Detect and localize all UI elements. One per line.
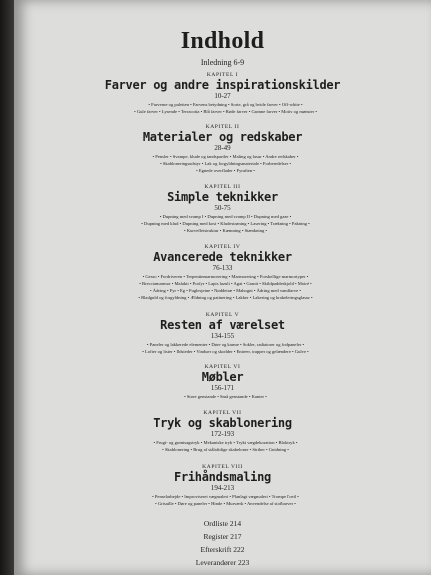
chapter-title: Simple teknikker xyxy=(167,190,278,204)
topic-line: • Grisaille • Døre og paneler • Hinde • Murværk • Anvendelse af stofbarver • xyxy=(155,501,296,506)
chapter-label: KAPITEL VI xyxy=(204,364,241,370)
back-entry-register: Register 217 xyxy=(203,532,242,541)
chapter-4 xyxy=(14,244,431,301)
page-title: Indhold xyxy=(180,28,265,54)
book-spine-shadow xyxy=(0,0,14,575)
chapter-pages: 172-193 xyxy=(210,430,235,438)
chapter-1 xyxy=(14,72,431,115)
chapter-topics xyxy=(14,393,431,400)
chapter-title: Farver og andre inspirationskilder xyxy=(104,78,341,92)
chapter-topics xyxy=(14,153,431,174)
chapter-label: KAPITEL V xyxy=(205,312,240,318)
chapter-pages: 50-75 xyxy=(214,204,231,212)
chapter-title: Resten af værelset xyxy=(160,318,285,332)
chapter-pages: 28-49 xyxy=(214,144,231,152)
chapter-5 xyxy=(14,312,431,355)
topic-line: • Dupning med svamp I • Dupning med svamp II • Dupning med gaze • xyxy=(159,214,292,219)
chapter-label: KAPITEL III xyxy=(204,184,241,190)
topic-line: • Frugt- og grøntsagstryk • Mekaniske tryk • Trykt vægdekoration • Bloktryk • xyxy=(153,440,298,445)
chapter-8 xyxy=(14,464,431,507)
intro-entry: Inledning 6-9 xyxy=(200,58,245,67)
chapter-title: Møbler xyxy=(201,370,244,384)
chapter-7 xyxy=(14,410,431,453)
chapter-topics xyxy=(14,439,431,453)
chapter-3 xyxy=(14,184,431,234)
chapter-topics xyxy=(14,493,431,507)
topic-line: • Bladguld og forgyldning • Ældning og patinering • Lakker • Lakering og krakeleringsglasur • xyxy=(138,295,313,300)
topic-line: • Pensler • Svampe, klude og tandspartler • Maling og lasur • Andre redskaber • xyxy=(152,154,299,159)
chapter-pages: 10-27 xyxy=(214,92,231,100)
topic-line: • Ådring • Fyr • Eg • Fuglesjetne • Nøddetræ • Mahogni • Ådring med vandfarve • xyxy=(150,288,301,293)
chapter-pages: 194-213 xyxy=(210,484,235,492)
chapter-topics xyxy=(14,213,431,234)
chapter-pages: 76-133 xyxy=(212,264,233,272)
chapter-pages: 134-155 xyxy=(210,332,235,340)
topic-line: • Farverne og paletten • Farvens betydning • Sorte, grå og hvide farver • Off-white • xyxy=(148,102,303,107)
topic-line: • Dupning med klud • Dupning med kost • Kludestrøning • Lasering • Trækning • Pakning • xyxy=(141,221,310,226)
chapter-title: Frihåndsmaling xyxy=(174,470,271,484)
chapter-6 xyxy=(14,364,431,400)
topic-line: • Gule farver • Lysende • Terracotta • Blå farver • Røde farver • Grønne farver • Motiv og mønster • xyxy=(134,109,317,114)
chapter-topics xyxy=(14,273,431,301)
topic-line: • Brecciamarmor • Malakit • Porfyr • Lapis lazuli • Agat • Granit • Skildpaddeskjold • Moiré • xyxy=(139,281,312,286)
chapter-pages: 156-171 xyxy=(210,384,235,392)
topic-line: • Gesso • Fordriveren • Terpentinmarmorering • Marmorering • Forskellige marmortyper • xyxy=(142,274,309,279)
book-page xyxy=(14,0,431,575)
back-entry-ordliste: Ordliste 214 xyxy=(203,519,242,528)
topic-line: • Kurvefletstruktur • Kæmning • Stænkning • xyxy=(184,228,267,233)
back-entry-leverandoerer: Leverandører 223 xyxy=(195,558,250,567)
chapter-topics xyxy=(14,101,431,115)
back-entry-efterskrift: Efterskrift 222 xyxy=(200,545,245,554)
chapter-label: KAPITEL IV xyxy=(204,244,241,250)
topic-line: • Skabloneringsudstyr • Lak og forgyldningsmateriale • Forberedelser • xyxy=(160,161,291,166)
topic-line: • Paneler og lakkerede elementer • Døre og karme • Sokler, radiatorer og fodpaneler • xyxy=(146,342,305,347)
chapter-label: KAPITEL VIII xyxy=(202,464,243,470)
topic-line: • Lofter og lister • Ildsteder • Vinduer og skodder • Entreer, trapper og gelændere • Gulve • xyxy=(142,349,309,354)
chapter-title: Materialer og redskaber xyxy=(142,130,303,144)
topic-line: • Skablonering • Brug af stålaftdige skabeloner • Striber • Gnidning • xyxy=(162,447,289,452)
chapter-topics xyxy=(14,341,431,355)
topic-line: • Penselarbejde • Improviseret vægmaleri • Planlagt vægmaleri • Trompe l'oeil • xyxy=(152,494,299,499)
chapter-label: KAPITEL VII xyxy=(203,410,242,416)
chapter-label: KAPITEL II xyxy=(205,124,240,130)
chapter-2 xyxy=(14,124,431,174)
chapter-label: KAPITEL I xyxy=(206,72,239,78)
chapter-title: Avancerede teknikker xyxy=(153,250,292,264)
chapter-title: Tryk og skablonering xyxy=(153,416,292,430)
topic-line: • Store genstande • Små genstande • Kanter • xyxy=(184,394,267,399)
topic-line: • Egnede overflader • Fyraften • xyxy=(196,168,255,173)
